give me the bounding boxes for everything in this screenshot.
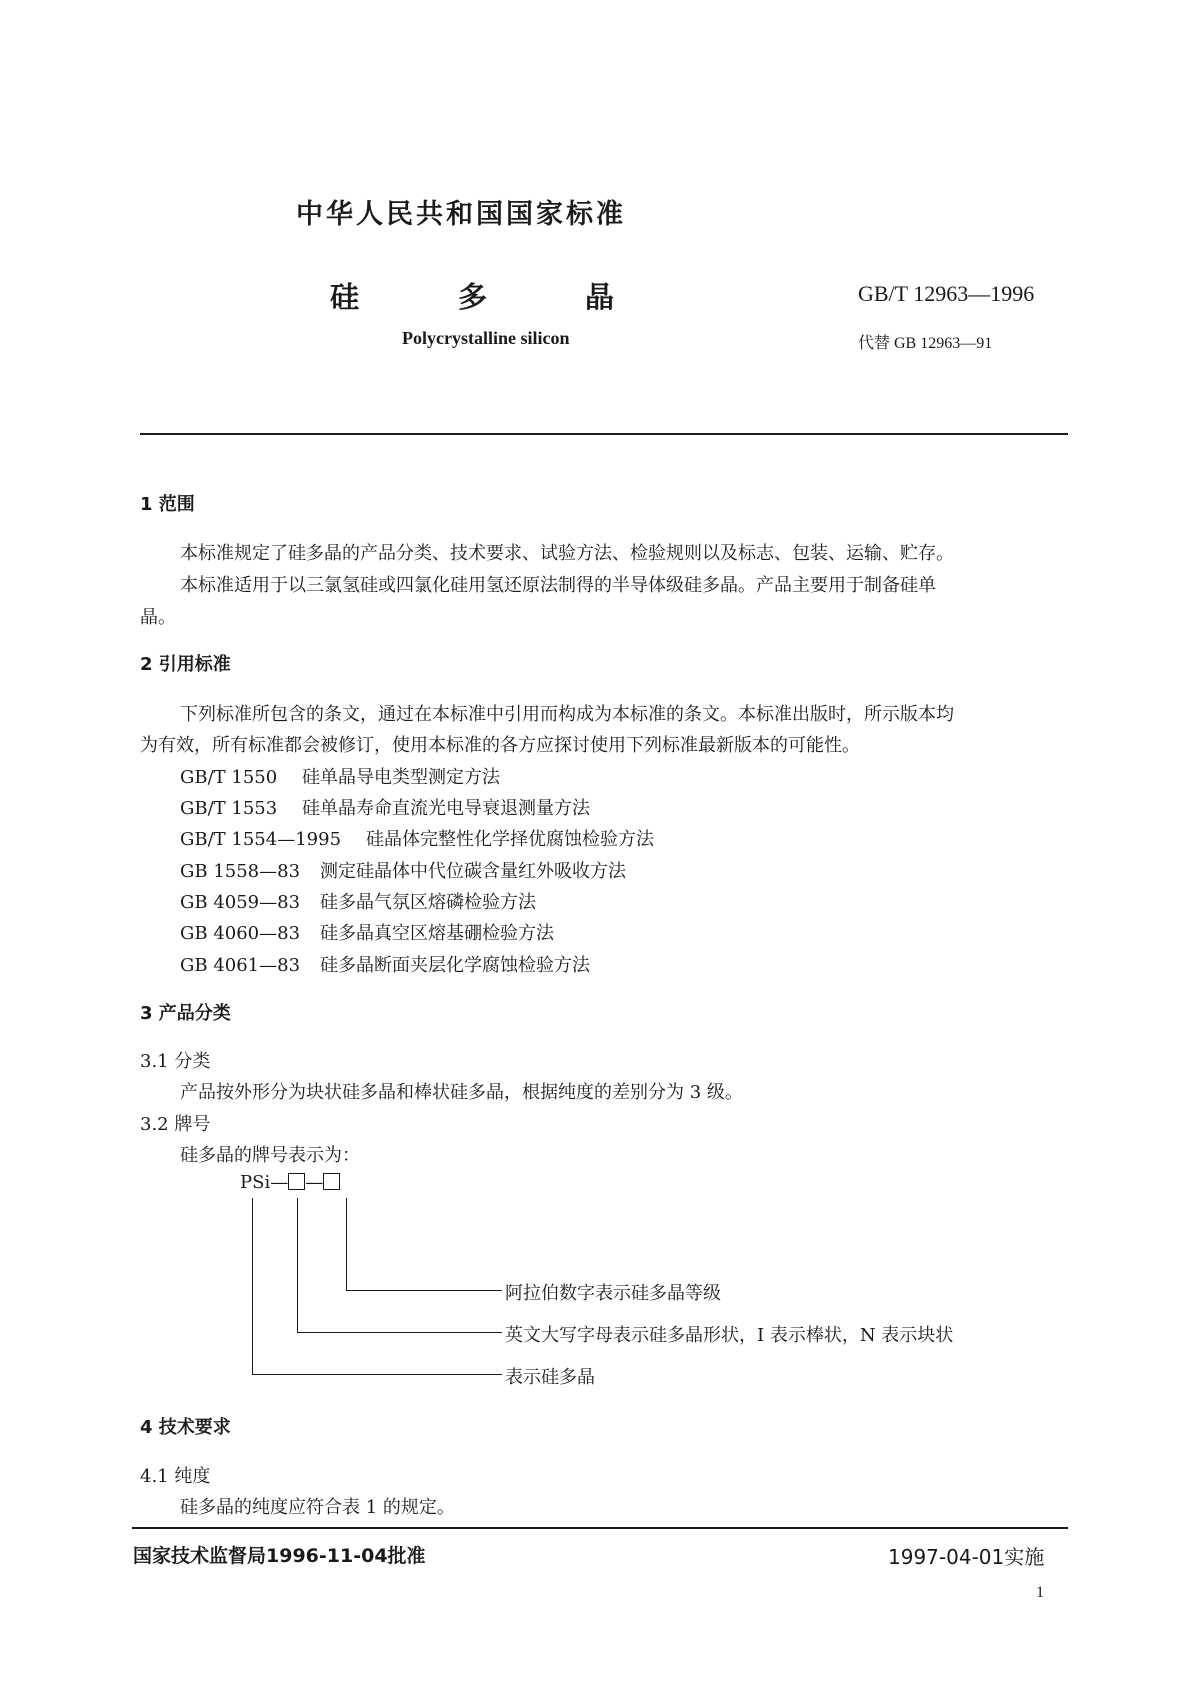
designation-dash: — xyxy=(305,1172,324,1193)
reference-item xyxy=(180,763,500,789)
section-3-heading: 3 产品分类 xyxy=(140,1003,231,1024)
legend-grade: 阿拉伯数字表示硅多晶等级 xyxy=(505,1283,721,1304)
section-2-heading: 2 引用标准 xyxy=(140,654,231,675)
reference-title: 硅多晶断面夹层化学腐蚀检验方法 xyxy=(320,955,590,976)
connector-vertical-grade xyxy=(346,1198,347,1290)
section-4-heading: 4 技术要求 xyxy=(140,1417,231,1438)
section-3-1-heading: 3.1 分类 xyxy=(140,1051,211,1072)
standard-code: GB/T 12963—1996 xyxy=(858,281,1035,306)
footer-divider xyxy=(132,1527,1068,1529)
section-1-para-1: 本标准规定了硅多晶的产品分类、技术要求、试验方法、检验规则以及标志、包装、运输、贮存。 xyxy=(180,543,954,564)
section-1-heading: 1 范围 xyxy=(140,494,195,515)
page-number: 1 xyxy=(1036,1584,1044,1601)
reference-code: GB/T 1550 xyxy=(180,767,278,788)
reference-item xyxy=(180,857,626,883)
header-divider xyxy=(140,433,1068,435)
grade-placeholder-box xyxy=(323,1173,340,1190)
reference-item xyxy=(180,794,590,820)
section-3-2-intro: 硅多晶的牌号表示为： xyxy=(180,1145,360,1166)
reference-title: 硅多晶真空区熔基硼检验方法 xyxy=(320,923,554,944)
connector-horizontal-prefix xyxy=(252,1374,502,1375)
reference-code: GB/T 1553 xyxy=(180,798,278,819)
shape-placeholder-box xyxy=(288,1173,305,1190)
connector-horizontal-grade xyxy=(346,1290,502,1291)
reference-item xyxy=(180,888,536,914)
title-char-2: 多 xyxy=(458,280,488,314)
connector-horizontal-shape xyxy=(297,1332,502,1333)
english-title: Polycrystalline silicon xyxy=(402,328,570,348)
reference-title: 测定硅晶体中代位碳含量红外吸收方法 xyxy=(320,861,626,882)
section-2-para-line-1: 下列标准所包含的条文，通过在本标准中引用而构成为本标准的条文。本标准出版时，所示版本均 xyxy=(180,704,954,725)
section-3-1-text: 产品按外形分为块状硅多晶和棒状硅多晶，根据纯度的差别分为 3 级。 xyxy=(180,1082,743,1103)
section-4-1-heading: 4.1 纯度 xyxy=(140,1466,211,1487)
replaces-note: 代替 GB 12963—91 xyxy=(858,335,993,352)
reference-title: 硅多晶气氛区熔磷检验方法 xyxy=(320,892,536,913)
reference-item xyxy=(180,825,654,851)
section-3-2-heading: 3.2 牌号 xyxy=(140,1114,211,1135)
reference-item xyxy=(180,951,590,977)
title-char-1: 硅 xyxy=(330,280,360,314)
reference-title: 硅单晶导电类型测定方法 xyxy=(302,767,500,788)
reference-code: GB 4059—83 xyxy=(180,892,301,913)
section-2-para-line-2: 为有效，所有标准都会被修订，使用本标准的各方应探讨使用下列标准最新版本的可能性。 xyxy=(140,735,860,756)
reference-code: GB/T 1554—1995 xyxy=(180,829,342,850)
section-1-para-2-line-1: 本标准适用于以三氯氢硅或四氯化硅用氢还原法制得的半导体级硅多晶。产品主要用于制备硅单 xyxy=(180,575,936,596)
reference-code: GB 1558—83 xyxy=(180,861,301,882)
legend-prefix: 表示硅多晶 xyxy=(505,1367,595,1388)
reference-item xyxy=(180,919,554,945)
effective-date: 1997-04-01实施 xyxy=(888,1545,1045,1569)
reference-title: 硅单晶寿命直流光电导衰退测量方法 xyxy=(302,798,590,819)
designation-formula xyxy=(240,1172,340,1193)
connector-vertical-shape xyxy=(297,1198,298,1332)
connector-vertical-prefix xyxy=(252,1198,253,1374)
reference-code: GB 4061—83 xyxy=(180,955,301,976)
approval-line: 国家技术监督局1996-11-04批准 xyxy=(133,1545,426,1567)
country-standard-title: 中华人民共和国国家标准 xyxy=(296,199,626,230)
legend-shape: 英文大写字母表示硅多晶形状，I 表示棒状，N 表示块状 xyxy=(505,1325,954,1346)
section-1-para-2-line-2: 晶。 xyxy=(140,607,176,628)
reference-code: GB 4060—83 xyxy=(180,923,301,944)
designation-prefix: PSi xyxy=(240,1172,271,1193)
designation-dash: — xyxy=(270,1172,289,1193)
reference-title: 硅晶体完整性化学择优腐蚀检验方法 xyxy=(366,829,654,850)
title-char-3: 晶 xyxy=(585,280,615,314)
section-4-1-text: 硅多晶的纯度应符合表 1 的规定。 xyxy=(180,1497,455,1518)
